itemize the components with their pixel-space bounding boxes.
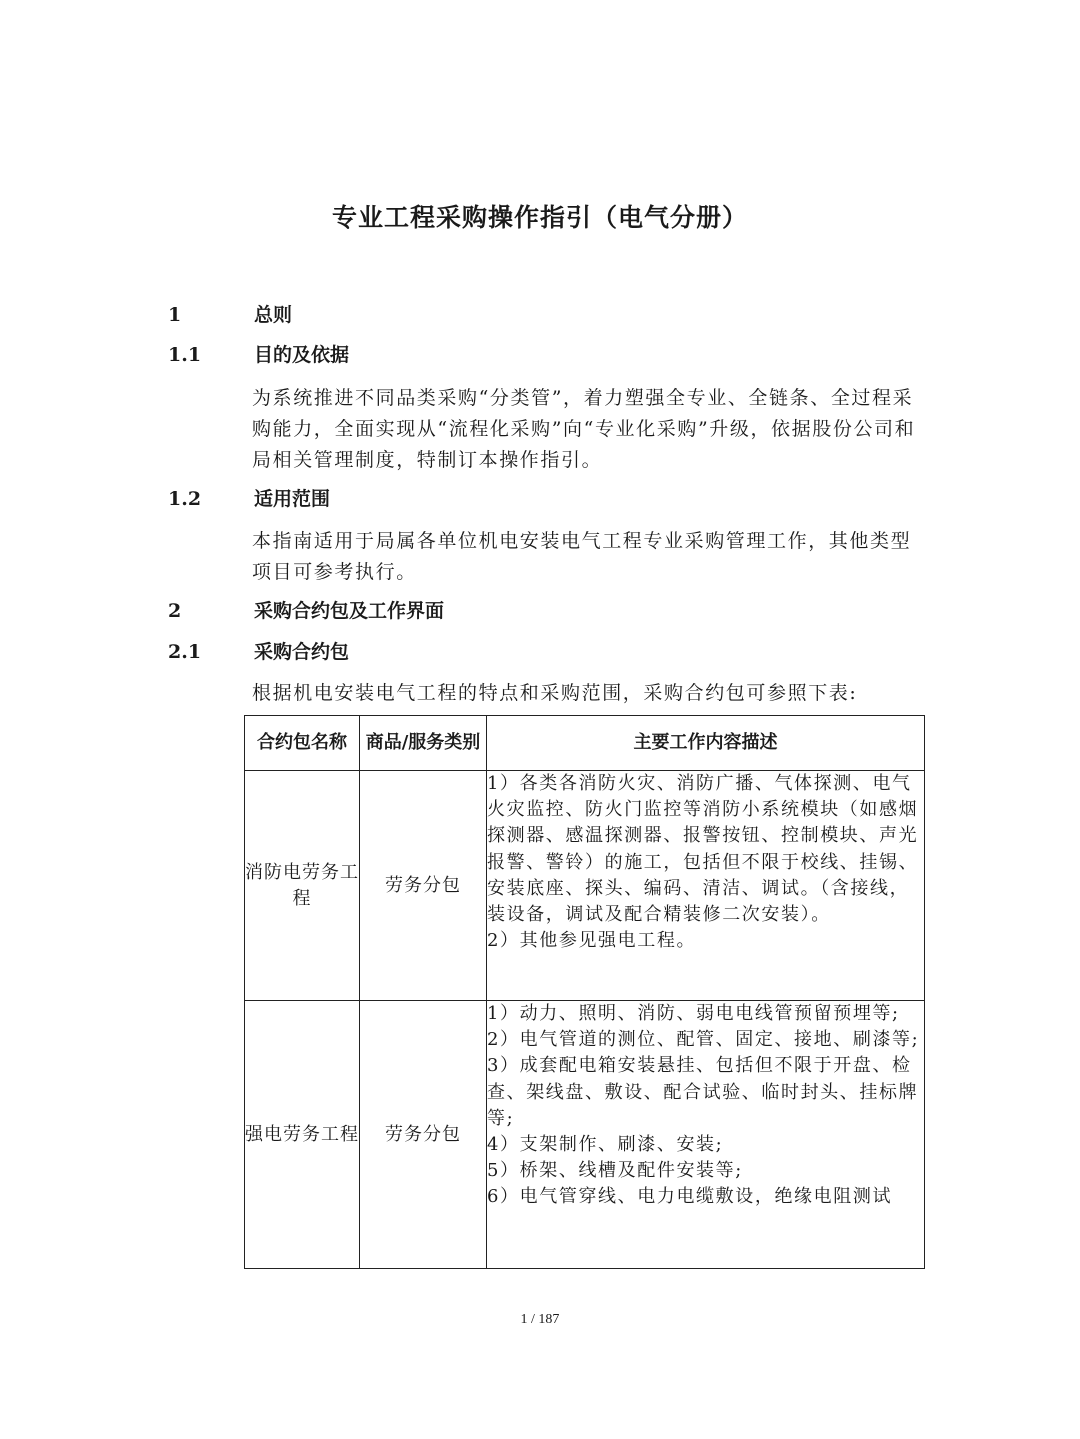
section-title: 目的及依据 [254, 344, 350, 366]
cell-category: 劳务分包 [360, 771, 487, 1001]
header-description: 主要工作内容描述 [487, 716, 925, 771]
description-item: 2）其他参见强电工程。 [487, 930, 697, 952]
section-1-2-heading [168, 485, 330, 513]
section-title: 采购合约包及工作界面 [254, 600, 445, 622]
section-title: 采购合约包 [254, 641, 350, 663]
section-number: 2.1 [168, 641, 202, 663]
description-item: 5）桥架、线槽及配件安装等; [487, 1160, 743, 1182]
table-row [245, 1001, 925, 1269]
section-2-1-heading [168, 638, 349, 666]
cell-package-name: 消防电劳务工程 [245, 771, 360, 1001]
section-number: 1 [168, 304, 182, 326]
description-item: 3）成套配电箱安装悬挂、包括但不限于开盘、检查、架线盘、敷设、配合试验、临时封头、挂标牌等; [487, 1055, 919, 1129]
table-row [245, 771, 925, 1001]
section-number: 1.2 [168, 488, 202, 510]
description-item: 1）各类各消防火灾、消防广播、气体探测、电气火灾监控、防火门监控等消防小系统模块（如感烟探测器、感温探测器、报警按钮、控制模块、声光报警、警铃）的施工，包括但不限于校线、挂锡、安装底座、探头、编码、清洁、调试。（含接线，装设备，调试及配合精装修二次安装）。 [487, 773, 919, 926]
description-item: 2）电气管道的测位、配管、固定、接地、刷漆等; [487, 1029, 920, 1051]
section-2-1-intro: 根据机电安装电气工程的特点和采购范围，采购合约包可参照下表: [252, 682, 858, 704]
section-number: 1.1 [168, 344, 202, 366]
section-1-2-paragraph: 本指南适用于局属各单位机电安装电气工程专业采购管理工作，其他类型项目可参考执行。 [252, 530, 912, 583]
document-title: 专业工程采购操作指引（电气分册） [331, 203, 748, 232]
section-1-heading [168, 301, 292, 329]
table-header-row [245, 716, 925, 771]
section-title: 适用范围 [254, 488, 331, 510]
description-item: 4）支架制作、刷漆、安装; [487, 1134, 724, 1156]
section-2-heading [168, 597, 444, 625]
page-number: 1 / 187 [520, 1312, 560, 1327]
contract-package-table [244, 715, 925, 1269]
section-1-1-heading [168, 341, 349, 369]
section-title: 总则 [254, 304, 293, 326]
description-item: 1）动力、照明、消防、弱电电线管预留预埋等; [487, 1003, 900, 1024]
header-category: 商品/服务类别 [360, 716, 487, 771]
header-package-name: 合约包名称 [245, 716, 360, 771]
section-number: 2 [168, 600, 182, 622]
description-item: 6）电气管穿线、电力电缆敷设，绝缘电阻测试 [487, 1186, 893, 1208]
section-1-1-paragraph: 为系统推进不同品类采购“分类管”，着力塑强全专业、全链条、全过程采购能力，全面实现从“流程化采购”向“专业化采购”升级，依据股份公司和局相关管理制度，特制订本操作指引。 [252, 387, 916, 471]
cell-package-name: 强电劳务工程 [245, 1001, 360, 1269]
cell-category: 劳务分包 [360, 1001, 487, 1269]
cell-description [487, 1001, 925, 1269]
cell-description [487, 771, 925, 1001]
